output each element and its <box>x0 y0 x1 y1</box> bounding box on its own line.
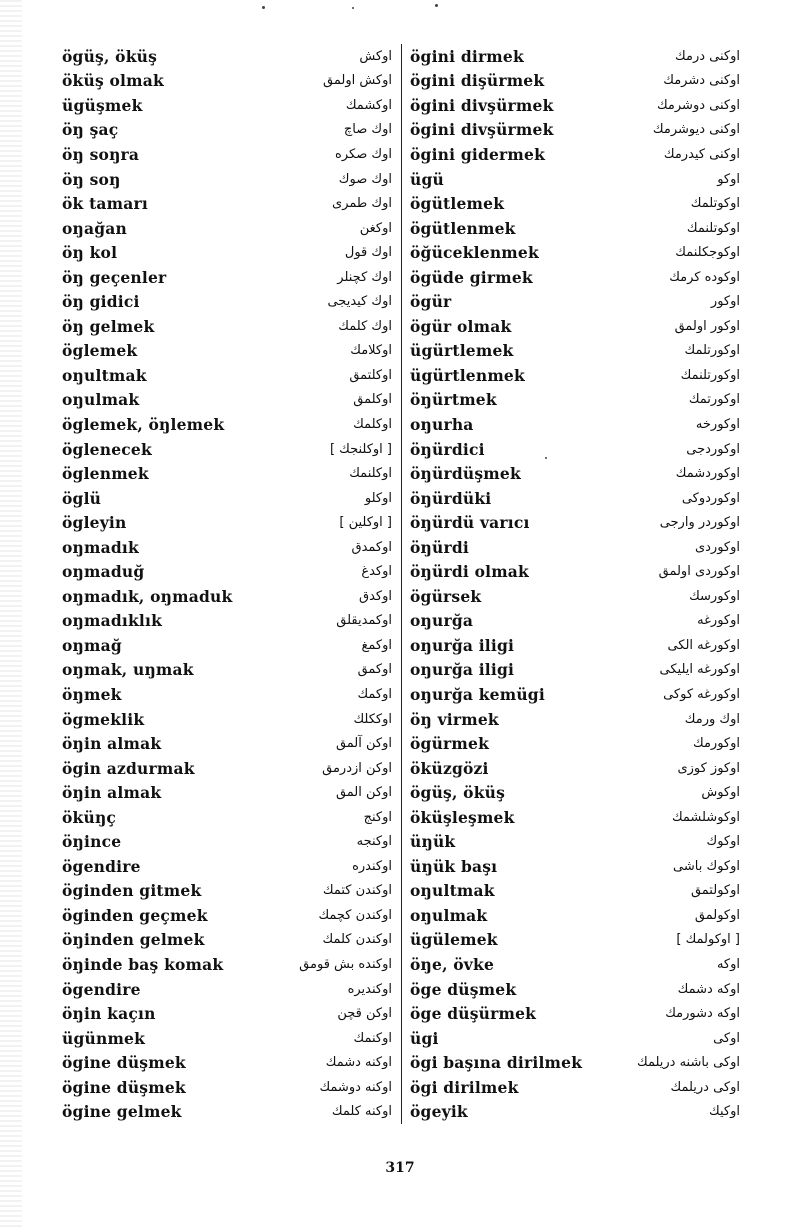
turkish-headword: ögür <box>410 292 452 312</box>
turkish-headword: ögütlenmek <box>410 218 516 238</box>
ottoman-script-spelling: اوكورتمك <box>688 392 740 408</box>
ottoman-script-spelling: اوكنه دشمك <box>325 1055 392 1071</box>
ottoman-script-spelling: اوكوردشمك <box>675 466 740 482</box>
ottoman-script-spelling: اوكلامك <box>350 343 392 359</box>
ottoman-script-spelling: اوكورسك <box>689 588 740 604</box>
ottoman-script-spelling: اوكنده بش قومق <box>299 957 392 972</box>
dictionary-entry <box>62 854 392 879</box>
ottoman-script-spelling: اوك كچنلر <box>337 269 392 285</box>
dictionary-entry <box>62 1026 392 1051</box>
dictionary-entry <box>410 1075 740 1100</box>
ottoman-script-spelling: اوكيك <box>709 1104 740 1120</box>
dictionary-entry <box>410 559 740 584</box>
ottoman-script-spelling: اوكلو <box>364 490 392 506</box>
dictionary-entry <box>62 780 392 805</box>
turkish-headword: öŋinden gelmek <box>62 930 205 950</box>
ottoman-script-spelling: اوكلمك <box>353 416 392 432</box>
dictionary-entry <box>62 314 392 339</box>
ottoman-script-spelling: اوكو <box>717 171 740 187</box>
ottoman-script-spelling: اوك صكره <box>335 146 392 162</box>
dictionary-entry <box>410 584 740 609</box>
turkish-headword: öŋin kaçın <box>62 1004 156 1024</box>
dictionary-entry <box>410 93 740 118</box>
scan-speck <box>352 7 354 9</box>
turkish-headword: ügülemek <box>410 930 498 950</box>
dictionary-entry <box>62 216 392 241</box>
turkish-headword: ögürsek <box>410 586 482 606</box>
turkish-headword: öŋürdi <box>410 537 469 557</box>
dictionary-entry <box>62 289 392 314</box>
ottoman-script-spelling: اوكنى كيدرمك <box>663 146 740 162</box>
turkish-headword: öglemek <box>62 341 138 361</box>
dictionary-entry <box>410 510 740 535</box>
turkish-headword: oŋağan <box>62 218 128 238</box>
ottoman-script-spelling: اوكلنمك <box>349 466 392 482</box>
turkish-headword: ögine gelmek <box>62 1102 182 1122</box>
ottoman-script-spelling: اوكدغ <box>361 564 392 580</box>
dictionary-entry <box>410 240 740 265</box>
dictionary-entry <box>410 658 740 683</box>
dictionary-entry <box>62 633 392 658</box>
ottoman-script-spelling: اوكى باشنه دريلمك <box>636 1055 740 1071</box>
dictionary-entry <box>62 265 392 290</box>
turkish-headword: öŋe, övke <box>410 955 495 974</box>
turkish-headword: oŋmadık <box>62 537 139 557</box>
ottoman-script-spelling: اوكدق <box>359 588 392 604</box>
ottoman-script-spelling: اوكنه كلمك <box>331 1104 392 1120</box>
turkish-headword: öküş olmak <box>62 71 164 91</box>
dictionary-entry <box>62 609 392 634</box>
turkish-headword: ögeyik <box>410 1102 468 1122</box>
ottoman-script-spelling: اوكوجكلنمك <box>675 245 740 261</box>
left-column <box>62 44 392 1124</box>
dictionary-entry <box>410 191 740 216</box>
ottoman-script-spelling: اوكوردى اولمق <box>658 564 740 580</box>
turkish-headword: oŋulmak <box>62 390 140 410</box>
ottoman-script-spelling: اوكوده كرمك <box>669 269 740 285</box>
ottoman-script-spelling: اوكش اولمق <box>323 73 392 89</box>
ottoman-script-spelling: اوكندن كتمك <box>322 883 392 899</box>
dictionary-entry <box>62 461 392 486</box>
dictionary-entry <box>410 437 740 462</box>
dictionary-entry <box>62 928 392 953</box>
turkish-headword: oŋurha <box>410 414 474 434</box>
turkish-headword: oŋulmak <box>410 905 488 925</box>
turkish-headword: ügü <box>410 169 444 189</box>
dictionary-entry <box>410 289 740 314</box>
turkish-headword: öge düşürmek <box>410 1004 537 1024</box>
dictionary-entry <box>410 69 740 94</box>
dictionary-entry <box>62 437 392 462</box>
turkish-headword: öŋürdü varıcı <box>410 513 530 533</box>
scan-speck <box>435 4 438 7</box>
dictionary-entry <box>410 682 740 707</box>
ottoman-script-spelling: اوكى <box>713 1030 740 1046</box>
turkish-headword: öŋürdi olmak <box>410 562 529 582</box>
turkish-headword: ögine düşmek <box>62 1077 186 1097</box>
dictionary-entry <box>410 731 740 756</box>
turkish-headword: öŋin almak <box>62 783 162 803</box>
dictionary-entry <box>410 977 740 1002</box>
ottoman-script-spelling: [ اوكولمك ] <box>676 932 740 948</box>
turkish-headword: öğüceklenmek <box>410 243 539 263</box>
turkish-headword: öŋ soŋra <box>62 144 140 164</box>
dictionary-entry <box>62 240 392 265</box>
turkish-headword: ögin azdurmak <box>62 758 195 778</box>
turkish-headword: ögüş, öküş <box>410 783 506 803</box>
ottoman-script-spelling: اوكنج <box>363 809 392 825</box>
ottoman-script-spelling: اوكن ازدرمق <box>322 760 392 776</box>
scan-speck <box>262 6 265 9</box>
turkish-headword: ögendire <box>62 856 141 876</box>
turkish-headword: ögini divşürmek <box>410 120 554 140</box>
ottoman-script-spelling: اوكمك <box>357 686 392 702</box>
turkish-headword: ögüş, öküş <box>62 46 158 66</box>
dictionary-entry <box>410 412 740 437</box>
ottoman-script-spelling: اوكندن كچمك <box>318 907 392 923</box>
turkish-headword: öglenecek <box>62 439 152 459</box>
turkish-headword: öglemek, öŋlemek <box>62 414 225 434</box>
ottoman-script-spelling: اوكشمك <box>345 97 392 113</box>
ottoman-script-spelling: اوكنجه <box>356 834 392 850</box>
ottoman-script-spelling: اوكوك <box>706 834 740 850</box>
dictionary-entry <box>62 142 392 167</box>
turkish-headword: öŋ virmek <box>410 709 499 729</box>
ottoman-script-spelling: اوكولمق <box>694 907 740 923</box>
dictionary-entry <box>410 461 740 486</box>
turkish-headword: oŋurğa iligi <box>410 635 515 655</box>
dictionary-entry <box>62 1075 392 1100</box>
ottoman-script-spelling: اوكورخه <box>695 416 740 432</box>
turkish-headword: üŋük <box>410 832 456 852</box>
turkish-headword: ügüşmek <box>62 95 143 115</box>
turkish-headword: ögi dirilmek <box>410 1077 519 1097</box>
ottoman-script-spelling: اوكنديره <box>347 981 392 997</box>
dictionary-entry <box>410 339 740 364</box>
ottoman-script-spelling: اوكنى ديوشرمك <box>652 122 740 138</box>
ottoman-script-spelling: اوك قول <box>344 245 392 261</box>
turkish-headword: öŋin almak <box>62 734 162 754</box>
turkish-headword: oŋmağ <box>62 635 122 655</box>
ottoman-script-spelling: اوكغن <box>359 220 392 236</box>
dictionary-entry <box>62 731 392 756</box>
ottoman-script-spelling: اوك كيدیجی <box>327 294 392 310</box>
turkish-headword: ögine düşmek <box>62 1053 186 1073</box>
turkish-headword: öglenmek <box>62 464 149 484</box>
turkish-headword: öŋ gelmek <box>62 316 155 336</box>
ottoman-script-spelling: اوكولتمق <box>690 883 740 899</box>
turkish-headword: öginden geçmek <box>62 905 208 925</box>
turkish-headword: öküşleşmek <box>410 807 515 827</box>
turkish-headword: öküŋç <box>62 807 117 827</box>
turkish-headword: ögürmek <box>410 734 490 754</box>
turkish-headword: oŋultmak <box>410 881 495 901</box>
dictionary-entry <box>62 756 392 781</box>
ottoman-script-spelling: اوكش <box>359 48 392 64</box>
turkish-headword: öglü <box>62 488 102 508</box>
turkish-headword: ügürtlenmek <box>410 365 525 385</box>
dictionary-entry <box>410 216 740 241</box>
ottoman-script-spelling: اوكورمك <box>693 736 740 752</box>
ottoman-script-spelling: اوكوش <box>701 785 740 801</box>
dictionary-entry <box>410 388 740 413</box>
turkish-headword: öŋürtmek <box>410 390 497 410</box>
ottoman-script-spelling: اوك كلمك <box>338 318 392 334</box>
ottoman-script-spelling: اوكمدق <box>351 539 392 555</box>
dictionary-entry <box>410 1100 740 1125</box>
turkish-headword: öŋinde baş komak <box>62 955 224 974</box>
ottoman-script-spelling: [ اوكلنجك ] <box>329 441 392 457</box>
ottoman-script-spelling: اوكوردوكى <box>681 490 740 506</box>
right-column <box>410 44 740 1124</box>
dictionary-entry <box>410 756 740 781</box>
turkish-headword: ögi başına dirilmek <box>410 1053 583 1073</box>
turkish-headword: öŋ gidici <box>62 292 140 312</box>
dictionary-entry <box>62 559 392 584</box>
dictionary-entry <box>62 1001 392 1026</box>
dictionary-entry <box>62 388 392 413</box>
turkish-headword: ügünmek <box>62 1028 146 1048</box>
dictionary-entry <box>62 682 392 707</box>
dictionary-entry <box>62 707 392 732</box>
dictionary-entry <box>410 952 740 977</box>
ottoman-script-spelling: اوكن قچن <box>337 1006 392 1022</box>
ottoman-script-spelling: [ اوكلين ] <box>339 515 392 531</box>
turkish-headword: oŋurğa kemügi <box>410 684 545 704</box>
turkish-headword: öŋürdüşmek <box>410 464 521 484</box>
ottoman-script-spelling: اوك صوك <box>338 171 392 187</box>
turkish-headword: ögini gidermek <box>410 144 546 164</box>
ottoman-script-spelling: اوك ورمك <box>684 711 740 727</box>
turkish-headword: öŋince <box>62 832 122 852</box>
scanned-page-edge <box>0 0 22 1229</box>
turkish-headword: oŋurğa <box>410 611 474 631</box>
turkish-headword: oŋultmak <box>62 365 147 385</box>
dictionary-entry <box>62 805 392 830</box>
page-number: 317 <box>385 1160 415 1176</box>
turkish-headword: ögini dirmek <box>410 46 524 66</box>
dictionary-entry <box>62 69 392 94</box>
dictionary-entry <box>62 339 392 364</box>
dictionary-entry <box>62 510 392 535</box>
turkish-headword: öge düşmek <box>410 979 517 999</box>
dictionary-entry <box>410 142 740 167</box>
ottoman-script-spelling: اوكوشلشمك <box>671 809 740 825</box>
dictionary-entry <box>410 118 740 143</box>
ottoman-script-spelling: اوكورتلمك <box>684 343 740 359</box>
dictionary-entry <box>62 412 392 437</box>
turkish-headword: öŋmek <box>62 684 122 704</box>
dictionary-entry <box>410 609 740 634</box>
ottoman-script-spelling: اوكوردر وارجى <box>659 515 740 531</box>
dictionary-entry <box>410 1026 740 1051</box>
turkish-headword: öŋ geçenler <box>62 267 167 287</box>
turkish-headword: ögüde girmek <box>410 267 533 287</box>
dictionary-entry <box>410 265 740 290</box>
dictionary-entry <box>62 118 392 143</box>
turkish-headword: öŋ soŋ <box>62 169 121 189</box>
ottoman-script-spelling: اوكوك باشى <box>673 858 740 874</box>
dictionary-entry <box>62 977 392 1002</box>
dictionary-entry <box>410 707 740 732</box>
turkish-headword: ögini divşürmek <box>410 95 554 115</box>
dictionary-entry <box>62 830 392 855</box>
ottoman-script-spelling: اوكندن كلمك <box>322 932 392 948</box>
dictionary-entry <box>62 191 392 216</box>
dictionary-entry <box>410 830 740 855</box>
turkish-headword: öŋ şaç <box>62 120 119 140</box>
dictionary-entry <box>62 1100 392 1125</box>
dictionary-entry <box>62 1050 392 1075</box>
turkish-headword: ögini dişürmek <box>410 71 545 91</box>
turkish-headword: öŋ kol <box>62 243 118 263</box>
turkish-headword: oŋmadık, oŋmaduk <box>62 586 233 606</box>
turkish-headword: üŋük başı <box>410 856 498 876</box>
turkish-headword: öŋürdüki <box>410 488 492 508</box>
turkish-headword: oŋmaduğ <box>62 562 145 582</box>
column-divider <box>401 44 402 1124</box>
ottoman-script-spelling: اوكندره <box>352 858 392 874</box>
ottoman-script-spelling: اوكور اولمق <box>674 318 740 334</box>
dictionary-entry <box>410 167 740 192</box>
ottoman-script-spelling: اوكوردى <box>694 539 740 555</box>
ottoman-script-spelling: اوكورغه كوكى <box>663 686 740 702</box>
ottoman-script-spelling: اوكى دريلمك <box>670 1079 740 1095</box>
turkish-headword: oŋmadıklık <box>62 611 163 631</box>
ottoman-script-spelling: اوكوتلمك <box>690 196 740 212</box>
turkish-headword: öŋürdici <box>410 439 485 459</box>
dictionary-entry <box>62 44 392 69</box>
turkish-headword: ök tamarı <box>62 194 148 214</box>
dictionary-entry <box>62 167 392 192</box>
dictionary-entry <box>410 535 740 560</box>
ottoman-script-spelling: اوكمغ <box>361 637 392 653</box>
ottoman-script-spelling: اوككلك <box>353 711 392 727</box>
dictionary-entry <box>410 314 740 339</box>
dictionary-entry <box>410 903 740 928</box>
dictionary-entry <box>410 780 740 805</box>
dictionary-entry <box>62 658 392 683</box>
ottoman-script-spelling: اوكورتلنمك <box>680 367 740 383</box>
turkish-headword: öginden gitmek <box>62 881 202 901</box>
turkish-headword: ögür olmak <box>410 316 512 336</box>
ottoman-script-spelling: اوكنه دوشمك <box>319 1079 392 1095</box>
ottoman-script-spelling: اوكورغه ايليكى <box>659 662 740 678</box>
ottoman-script-spelling: اوكمديقلق <box>336 613 392 629</box>
turkish-headword: ügi <box>410 1028 439 1048</box>
ottoman-script-spelling: اوكنى درمك <box>675 48 740 64</box>
dictionary-entry <box>410 805 740 830</box>
turkish-headword: ögmeklik <box>62 709 145 729</box>
turkish-headword: ügürtlemek <box>410 341 514 361</box>
dictionary-entry <box>410 633 740 658</box>
dictionary-entry <box>410 1001 740 1026</box>
ottoman-script-spelling: اوكور <box>710 294 740 310</box>
ottoman-script-spelling: اوكنمك <box>353 1030 392 1046</box>
turkish-headword: oŋmak, uŋmak <box>62 660 194 680</box>
dictionary-entry <box>410 486 740 511</box>
ottoman-script-spelling: اوكه دشمك <box>677 981 740 997</box>
ottoman-script-spelling: اوك طمرى <box>332 196 392 212</box>
ottoman-script-spelling: اوكه <box>716 957 740 972</box>
dictionary-entry <box>62 584 392 609</box>
turkish-headword: ögleyin <box>62 513 127 533</box>
dictionary-entry <box>410 879 740 904</box>
ottoman-script-spelling: اوكورغه <box>697 613 740 629</box>
dictionary-entry <box>62 486 392 511</box>
turkish-headword: oŋurğa iligi <box>410 660 515 680</box>
ottoman-script-spelling: اوكلتمق <box>349 367 392 383</box>
ottoman-script-spelling: اوكمق <box>357 662 392 678</box>
dictionary-entry <box>410 854 740 879</box>
ottoman-script-spelling: اوكلمق <box>353 392 392 408</box>
ottoman-script-spelling: اوكوتلنمك <box>686 220 740 236</box>
ottoman-script-spelling: اوكورغه الكى <box>667 637 740 653</box>
ottoman-script-spelling: اوكن المق <box>335 785 392 801</box>
dictionary-entry <box>410 928 740 953</box>
ottoman-script-spelling: اوكنى دوشرمك <box>656 97 740 113</box>
ottoman-script-spelling: اوكنى دشرمك <box>663 73 740 89</box>
dictionary-entry <box>62 903 392 928</box>
dictionary-entry <box>410 1050 740 1075</box>
turkish-headword: öküzgözi <box>410 758 489 778</box>
dictionary-entry <box>62 93 392 118</box>
ottoman-script-spelling: اوك صاچ <box>343 122 392 138</box>
dictionary-entry <box>62 535 392 560</box>
ottoman-script-spelling: اوكوردجى <box>686 441 740 457</box>
turkish-headword: ögendire <box>62 979 141 999</box>
dictionary-entry <box>410 44 740 69</box>
ottoman-script-spelling: اوكه دشورمك <box>665 1006 740 1022</box>
dictionary-entry <box>62 363 392 388</box>
turkish-headword: ögütlemek <box>410 194 505 214</box>
ottoman-script-spelling: اوكن آلمق <box>335 736 392 752</box>
ottoman-script-spelling: اوكوز كوزى <box>677 760 740 776</box>
dictionary-entry <box>62 879 392 904</box>
dictionary-entry <box>62 952 392 977</box>
dictionary-entry <box>410 363 740 388</box>
